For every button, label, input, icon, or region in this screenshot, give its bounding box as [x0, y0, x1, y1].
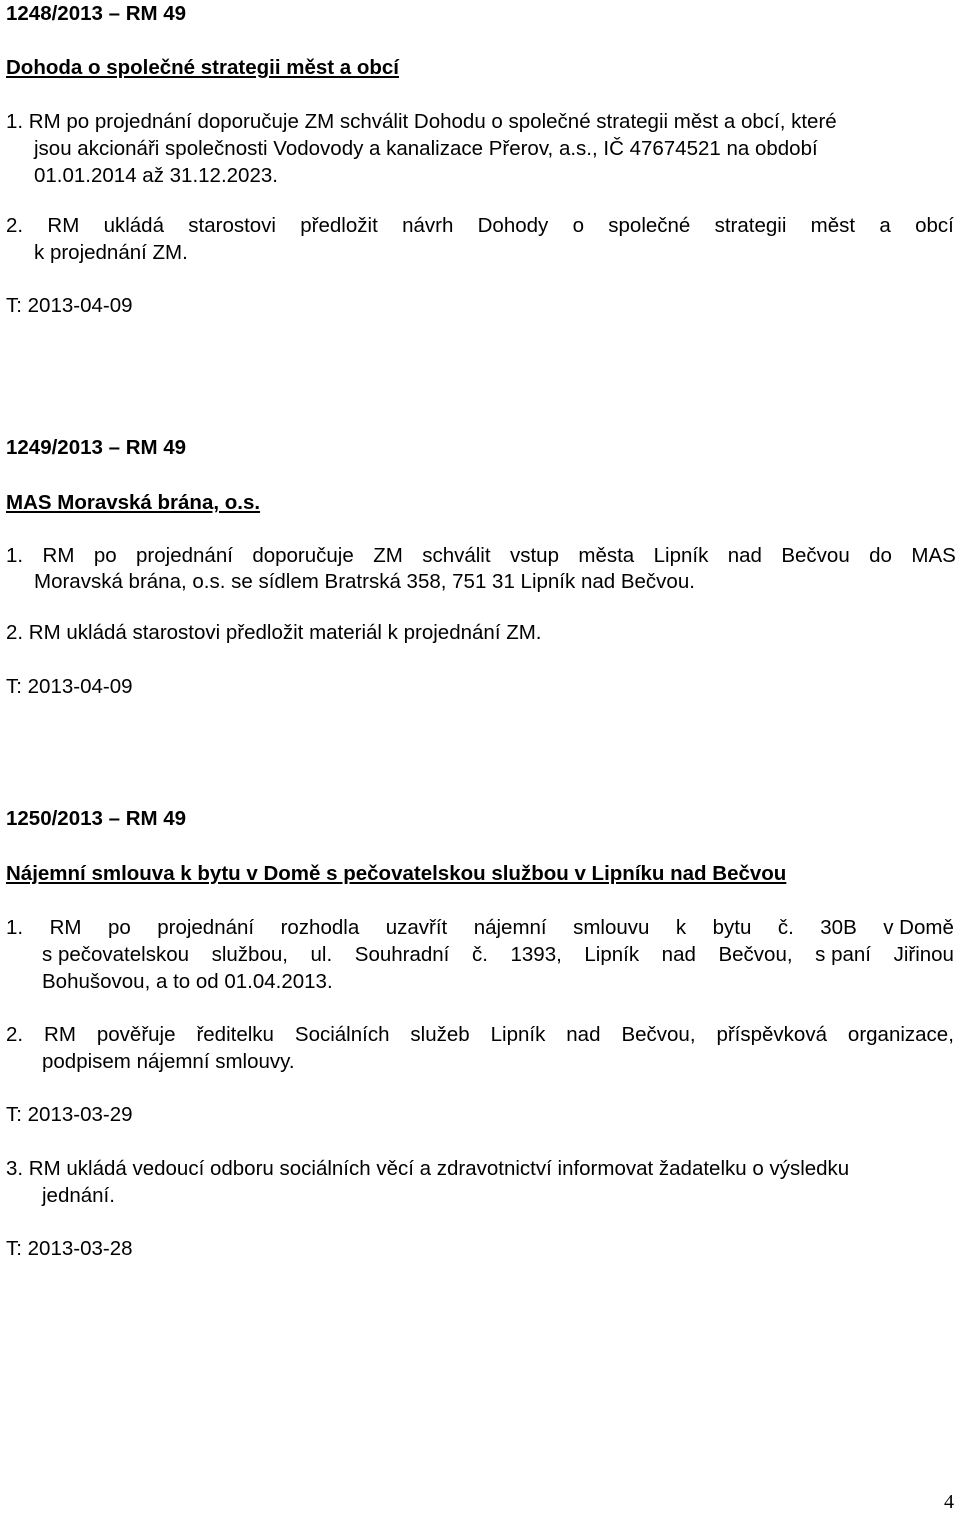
word: Bečvou, [621, 1023, 696, 1046]
word: ředitelku [196, 1023, 274, 1046]
word: schválit [422, 544, 491, 567]
resolution-title-1250: Nájemní smlouva k bytu v Domě s pečovatelskou službou v Lipníku nad Bečvou [6, 862, 787, 885]
word: doporučuje [252, 544, 354, 567]
word: smlouvu [573, 916, 650, 939]
resolution-1250-deadline-3: T: 2013-03-28 [6, 1237, 133, 1260]
page-number: 4 [944, 1491, 954, 1513]
word: s paní [815, 943, 871, 966]
word: Bečvou, [718, 943, 793, 966]
word: ZM [373, 544, 403, 567]
resolution-1250-item2-line2: podpisem nájemní smlouvy. [42, 1050, 295, 1073]
word: a [879, 214, 891, 237]
word: MAS [911, 544, 956, 567]
resolution-1249-item1-line1 [6, 542, 956, 569]
resolution-1250-item1-line2 [42, 941, 954, 968]
word: měst [810, 214, 856, 237]
resolution-title-1248: Dohoda o společné strategii měst a obcí [6, 56, 400, 79]
word: RM [44, 1023, 76, 1046]
word: organizace, [847, 1023, 954, 1046]
word: projednání [136, 544, 233, 567]
resolution-1249-deadline: T: 2013-04-09 [6, 675, 133, 698]
word: 30B [820, 916, 857, 939]
word: RM [49, 916, 82, 939]
word: nad [727, 544, 762, 567]
word: služeb [410, 1023, 470, 1046]
word: starostovi [188, 214, 276, 237]
word: ukládá [103, 214, 164, 237]
word: po [107, 916, 131, 939]
word: Lipník [584, 943, 640, 966]
resolution-header-1250: 1250/2013 – RM 49 [6, 807, 187, 830]
resolution-1248-item1-line2: jsou akcionáři společnosti Vodovody a kanalizace Přerov, a.s., IČ 47674521 na období [34, 137, 818, 160]
word: ul. [310, 943, 333, 966]
resolution-1248-item2-line1 [6, 212, 954, 239]
word: do [869, 544, 892, 567]
word: č. [777, 916, 794, 939]
word: bytu [712, 916, 752, 939]
word: po [93, 544, 117, 567]
word: Lipník [653, 544, 709, 567]
word: Souhradní [354, 943, 450, 966]
resolution-1250-item3-line2: jednání. [42, 1184, 115, 1207]
word: 1393, [510, 943, 562, 966]
word: uzavřít [385, 916, 448, 939]
word: návrh [402, 214, 454, 237]
resolution-1249-item1-line2: Moravská brána, o.s. se sídlem Bratrská 358, 751 31 Lipník nad Bečvou. [34, 570, 695, 593]
word: města [578, 544, 635, 567]
word: pověřuje [96, 1023, 176, 1046]
resolution-1248-item1-line3: 01.01.2014 až 31.12.2023. [34, 164, 278, 187]
resolution-1248-deadline: T: 2013-04-09 [6, 294, 133, 317]
word: RM [47, 214, 80, 237]
word: společné [608, 214, 691, 237]
word: Jiřinou [893, 943, 954, 966]
word: v Domě [883, 916, 954, 939]
word: 1. [6, 544, 24, 567]
resolution-1249-item2: 2. RM ukládá starostovi předložit materiál k projednání ZM. [6, 621, 542, 644]
word: nad [566, 1023, 601, 1046]
word: č. [471, 943, 488, 966]
resolution-1248-item1-line1: 1. RM po projednání doporučuje ZM schválit Dohodu o společné strategii měst a obcí, které [6, 110, 837, 133]
word: 2. [6, 1023, 24, 1046]
word: k [675, 916, 687, 939]
resolution-header-1249: 1249/2013 – RM 49 [6, 436, 187, 459]
resolution-header-1248: 1248/2013 – RM 49 [6, 2, 187, 25]
word: Dohody [477, 214, 549, 237]
resolution-1250-item2-line1 [6, 1021, 954, 1048]
resolution-1250-deadline-2: T: 2013-03-29 [6, 1103, 133, 1126]
resolution-title-1249: MAS Moravská brána, o.s. [6, 491, 261, 514]
resolution-1250-item3-line1: 3. RM ukládá vedoucí odboru sociálních věcí a zdravotnictví informovat žadatelku o výsledku [6, 1157, 850, 1180]
word: 2. [6, 214, 24, 237]
word: Bečvou [781, 544, 850, 567]
word: 1. [6, 916, 24, 939]
word: službou, [211, 943, 288, 966]
word: s pečovatelskou [42, 943, 190, 966]
word: Lipník [490, 1023, 546, 1046]
word: projednání [157, 916, 255, 939]
word: Sociálních [294, 1023, 390, 1046]
word: nad [661, 943, 696, 966]
word: příspěvková [716, 1023, 827, 1046]
word: předložit [300, 214, 378, 237]
word: strategii [714, 214, 787, 237]
word: vstup [509, 544, 559, 567]
word: rozhodla [280, 916, 360, 939]
resolution-1250-item1-line3: Bohušovou, a to od 01.04.2013. [42, 970, 333, 993]
word: obcí [915, 214, 954, 237]
word: nájemní [473, 916, 547, 939]
word: o [572, 214, 584, 237]
word: RM [42, 544, 75, 567]
resolution-1248-item2-line2: k projednání ZM. [34, 241, 188, 264]
resolution-1250-item1-line1 [6, 914, 954, 941]
